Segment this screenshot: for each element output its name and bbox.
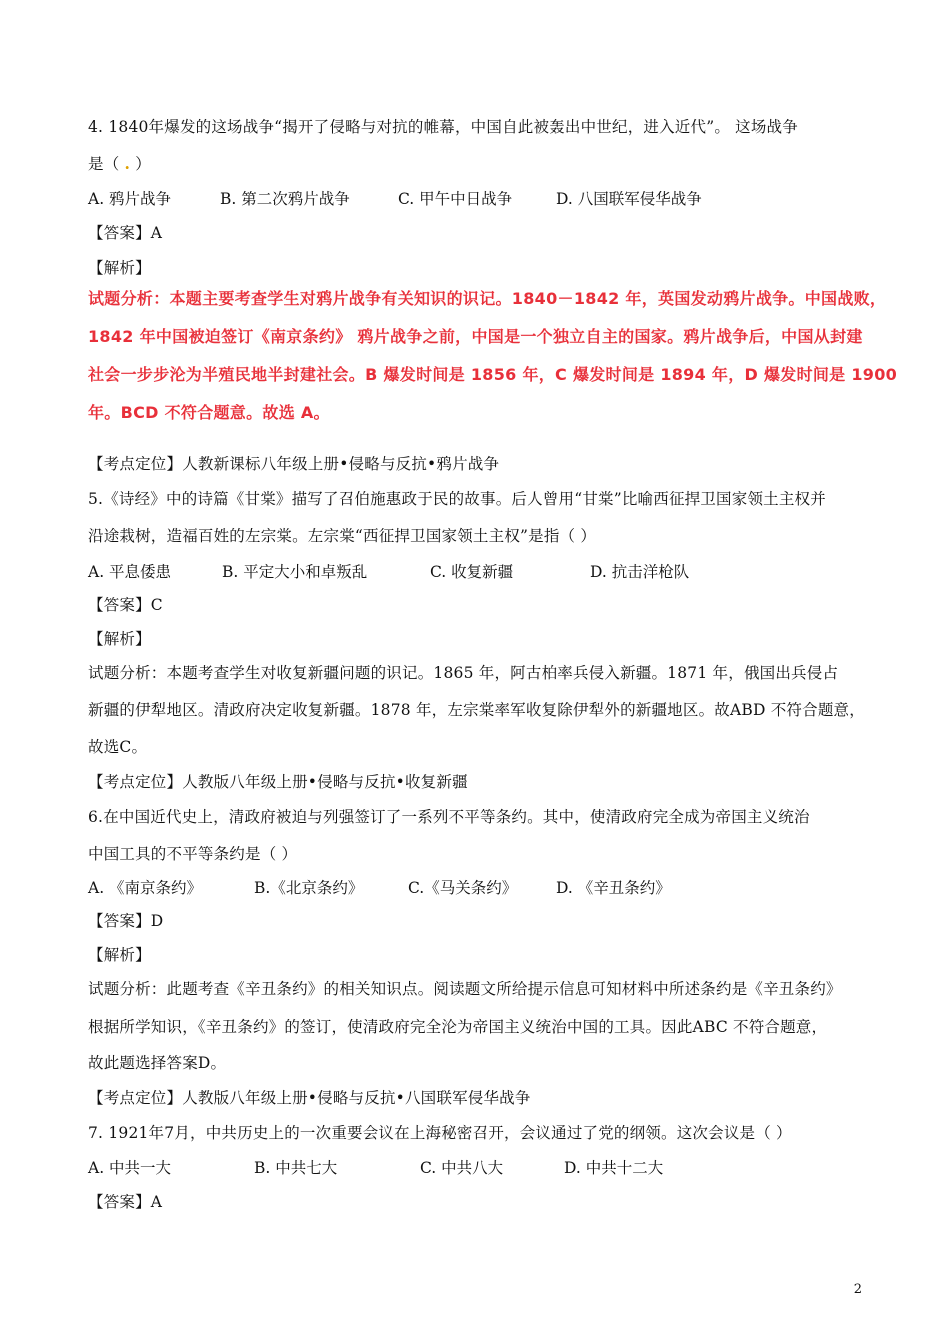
q4-analysis-line-2: 1842 年中国被迫签订《南京条约》 鸦片战争之前，中国是一个独立自主的国家。鸦片战争后，中国从封建	[88, 327, 863, 346]
q7-option-d: D. 中共十二大	[564, 1159, 664, 1177]
q4-stem-text: 是（	[88, 155, 125, 173]
q4-stem-line-2	[88, 153, 151, 175]
q5-analysis-label: 【解析】	[88, 630, 151, 648]
q5-point: 【考点定位】人教版八年级上册•侵略与反抗•收复新疆	[88, 773, 468, 791]
q6-answer: 【答案】D	[88, 912, 164, 930]
q6-point: 【考点定位】人教版八年级上册•侵略与反抗•八国联军侵华战争	[88, 1089, 531, 1107]
q4-analysis-label: 【解析】	[88, 259, 151, 277]
q6-stem-line-1: 6.在中国近代史上，清政府被迫与列强签订了一系列不平等条约。其中，使清政府完全成为帝国主义统治	[88, 808, 810, 826]
q4-point: 【考点定位】人教新课标八年级上册•侵略与反抗•鸦片战争	[88, 455, 500, 473]
q4-analysis-line-1: 试题分析：本题主要考查学生对鸦片战争有关知识的识记。1840－1842 年，英国发动鸦片战争。中国战败，	[88, 289, 887, 308]
q5-stem-line-2: 沿途栽树，造福百姓的左宗棠。左宗棠“西征捍卫国家领土主权”是指（ ）	[88, 527, 597, 545]
q4-option-b: B. 第二次鸦片战争	[220, 190, 350, 208]
q4-answer: 【答案】A	[88, 224, 163, 242]
q5-stem-line-1: 5.《诗经》中的诗篇《甘棠》描写了召伯施惠政于民的故事。后人曾用“甘棠”比喻西征捍卫国家领土主权并	[88, 490, 826, 508]
q7-stem-line-1: 7. 1921年7月，中共历史上的一次重要会议在上海秘密召开，会议通过了党的纲领。这次会议是（ ）	[88, 1124, 792, 1142]
q5-option-a: A. 平息倭患	[88, 563, 172, 581]
q5-option-d: D. 抗击洋枪队	[590, 563, 690, 581]
q5-option-c: C. 收复新疆	[430, 563, 514, 581]
q6-analysis-line-3: 故此题选择答案D。	[88, 1054, 227, 1072]
q4-stem-mark: .	[124, 154, 131, 173]
q4-stem-line-1: 4. 1840年爆发的这场战争“揭开了侵略与对抗的帷幕，中国自此被轰出中世纪，进入近代”。 这场战争	[88, 118, 798, 136]
q6-option-d: D. 《辛丑条约》	[556, 879, 671, 897]
q4-analysis-line-4: 年。BCD 不符合题意。故选 A。	[88, 403, 330, 422]
q4-stem-close: ）	[130, 155, 151, 173]
q6-stem-line-2: 中国工具的不平等条约是（ ）	[88, 845, 298, 863]
page-number: 2	[853, 1282, 862, 1297]
q7-answer: 【答案】A	[88, 1193, 163, 1211]
q6-option-c: C.《马关条约》	[408, 879, 518, 897]
q5-analysis-line-2: 新疆的伊犁地区。清政府决定收复新疆。1878 年，左宗棠率军收复除伊犁外的新疆地区。故ABD 不符合题意，	[88, 701, 865, 719]
q4-option-a: A. 鸦片战争	[88, 190, 172, 208]
q4-option-c: C. 甲午中日战争	[398, 190, 513, 208]
q7-option-a: A. 中共一大	[88, 1159, 172, 1177]
q6-analysis-line-2: 根据所学知识，《辛丑条约》的签订，使清政府完全沦为帝国主义统治中国的工具。因此ABC 不符合题意，	[88, 1018, 828, 1036]
q6-analysis-line-1: 试题分析：此题考查《辛丑条约》的相关知识点。阅读题文所给提示信息可知材料中所述条约是《辛丑条约》	[88, 980, 842, 998]
q6-option-b: B.《北京条约》	[254, 879, 364, 897]
q6-option-a: A. 《南京条约》	[88, 879, 203, 897]
q5-analysis-line-1: 试题分析：本题考查学生对收复新疆问题的识记。1865 年，阿古柏率兵侵入新疆。1871 年，俄国出兵侵占	[88, 664, 839, 682]
q4-analysis-line-3: 社会一步步沦为半殖民地半封建社会。B 爆发时间是 1856 年，C 爆发时间是 1894 年，D 爆发时间是 1900	[88, 365, 898, 384]
q7-option-b: B. 中共七大	[254, 1159, 338, 1177]
q7-option-c: C. 中共八大	[420, 1159, 504, 1177]
q5-answer: 【答案】C	[88, 596, 163, 614]
q6-analysis-label: 【解析】	[88, 946, 151, 964]
q5-option-b: B. 平定大小和卓叛乱	[222, 563, 368, 581]
q4-option-d: D. 八国联军侵华战争	[556, 190, 702, 208]
q5-analysis-line-3: 故选C。	[88, 738, 148, 756]
